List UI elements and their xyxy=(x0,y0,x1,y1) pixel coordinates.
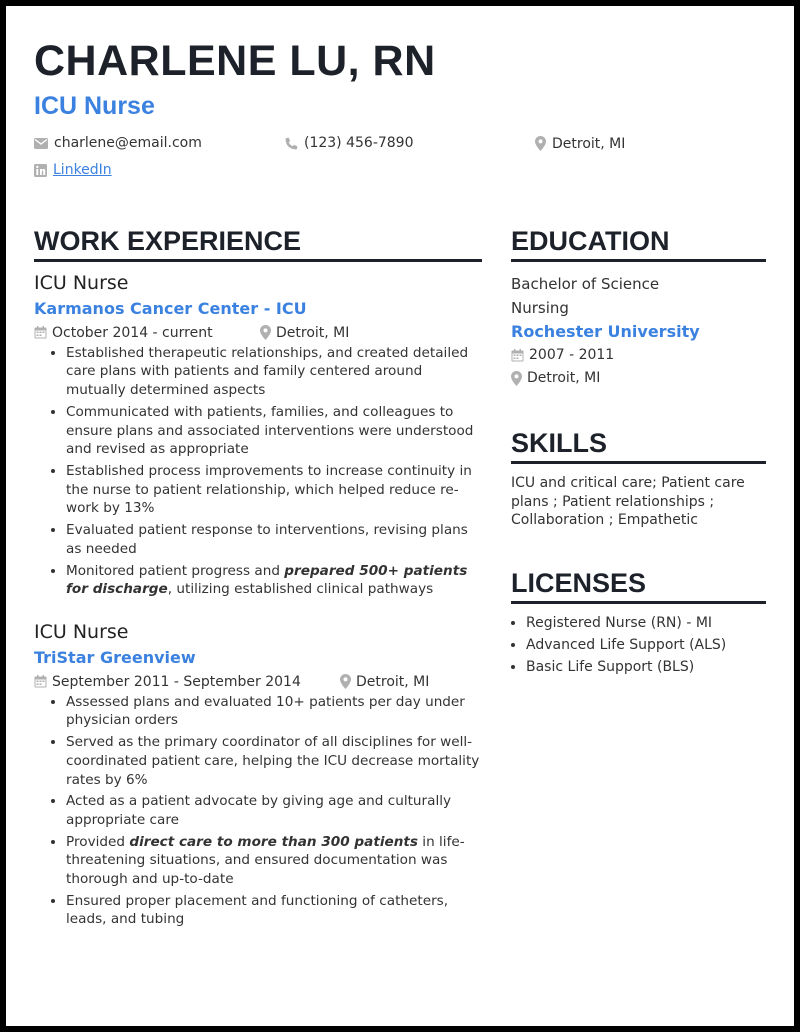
calendar-icon xyxy=(34,326,47,339)
job-dates: October 2014 - current xyxy=(52,324,213,341)
job-location: Detroit, MI xyxy=(276,324,350,341)
work-experience-section xyxy=(34,228,482,932)
education-heading: EDUCATION xyxy=(511,228,766,262)
contact-email: charlene@email.com xyxy=(34,136,202,150)
list-item: • Established therapeutic relationships, and created detailed care plans with patients and family centered around mutually determined aspects xyxy=(66,344,482,400)
contact-phone: (123) 456-7890 xyxy=(285,136,414,150)
list-item: • Evaluated patient response to interventions, revising plans as needed xyxy=(66,521,482,558)
job-entry xyxy=(34,621,482,929)
job-bullets xyxy=(34,344,482,599)
company-name: Karmanos Cancer Center - ICU xyxy=(34,298,307,318)
calendar-icon xyxy=(34,675,47,688)
contact-location: Detroit, MI xyxy=(535,136,625,151)
map-pin-icon xyxy=(535,136,546,151)
map-pin-icon xyxy=(260,325,271,340)
list-item: • Registered Nurse (RN) - MI xyxy=(526,612,766,634)
school-name: Rochester University xyxy=(511,322,700,341)
list-item: • Assessed plans and evaluated 10+ patients per day under physician orders xyxy=(66,693,482,730)
list-item: • Ensured proper placement and functioning of catheters, leads, and tubing xyxy=(66,892,482,929)
map-pin-icon xyxy=(511,371,522,386)
list-item: • Acted as a patient advocate by giving age and culturally appropriate care xyxy=(66,792,482,829)
job-meta xyxy=(34,324,482,342)
list-item: • Basic Life Support (BLS) xyxy=(526,656,766,678)
list-item: • Provided direct care to more than 300 patients in life-threatening situations, and ensured documentation was thorough and up-to-date xyxy=(66,833,482,889)
job-location: Detroit, MI xyxy=(356,673,430,690)
job-bullets xyxy=(34,693,482,929)
licenses-list xyxy=(511,612,766,678)
right-column xyxy=(511,228,766,678)
job-title: ICU Nurse xyxy=(34,620,129,643)
job-entry xyxy=(34,272,482,599)
job-title: ICU Nurse xyxy=(34,272,129,294)
education-location: Detroit, MI xyxy=(511,367,766,390)
skills-section xyxy=(511,430,766,530)
education-dates: 2007 - 2011 xyxy=(511,344,766,367)
linkedin-icon xyxy=(34,164,47,177)
candidate-role: ICU Nurse xyxy=(34,92,155,120)
list-item: • Established process improvements to increase continuity in the nurse to patient relationship, which helped reduce re-work by 13% xyxy=(66,462,482,518)
skills-list: ICU and critical care; Patient care plans ; Patient relationships ; Collaboration ; Empathetic xyxy=(511,475,745,528)
licenses-heading: LICENSES xyxy=(511,570,766,604)
list-item: • Served as the primary coordinator of all disciplines for well-coordinated patient care, helping the ICU decrease mortality rates by 6% xyxy=(66,733,482,789)
resume-page xyxy=(6,6,794,1026)
list-item: • Advanced Life Support (ALS) xyxy=(526,634,766,656)
degree: Bachelor of Science xyxy=(511,275,660,293)
work-experience-heading: WORK EXPERIENCE xyxy=(34,228,482,262)
job-meta xyxy=(34,673,482,691)
company-name: TriStar Greenview xyxy=(34,647,196,667)
licenses-section xyxy=(511,567,766,678)
envelope-icon xyxy=(34,138,48,149)
education-section xyxy=(511,228,766,390)
list-item: • Communicated with patients, families, and colleagues to ensure plans and associated interventions were understood and revised as appropriate xyxy=(66,403,482,459)
linkedin-link[interactable]: LinkedIn xyxy=(53,162,112,178)
job-dates: September 2011 - September 2014 xyxy=(52,673,301,690)
calendar-icon xyxy=(511,349,524,362)
major: Nursing xyxy=(511,299,569,317)
candidate-name: CHARLENE LU, RN xyxy=(34,37,436,85)
contact-linkedin xyxy=(34,163,112,177)
map-pin-icon xyxy=(340,674,351,689)
skills-heading: SKILLS xyxy=(511,430,766,464)
list-item: • Monitored patient progress and prepared 500+ patients for discharge, utilizing established clinical pathways xyxy=(66,562,482,599)
phone-icon xyxy=(285,137,298,150)
